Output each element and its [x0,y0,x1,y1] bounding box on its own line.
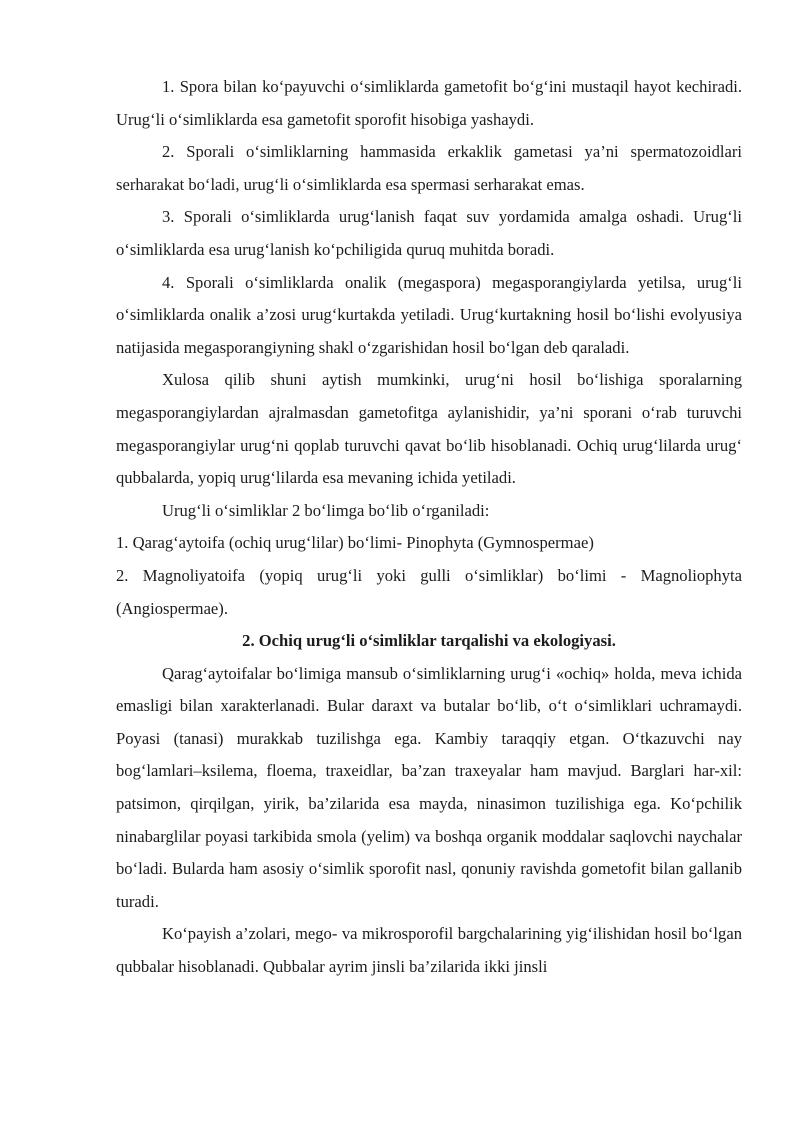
paragraph-point-1: 1. Spora bilan ko‘payuvchi o‘simliklarda gametofit bo‘g‘ini mustaqil hayot kechiradi. Urug‘li o‘simliklarda esa gametofit sporofit hisobiga yashaydi. [116,77,742,129]
paragraph-point-3: 3. Sporali o‘simliklarda urug‘lanish faqat suv yordamida amalga oshadi. Urug‘li o‘simliklarda esa urug‘lanish ko‘pchiligida quruq muhitda boradi. [116,207,742,259]
list-item-magnoliophyta: 2. Magnoliyatoifa (yopiq urug‘li yoki gulli o‘simliklar) bo‘limi - Magnoliophyta (Angiospermae). [116,565,742,618]
paragraph-gymnosperm-features: Qarag‘aytoifalar bo‘limiga mansub o‘simliklarning urug‘i «ochiq» holda, meva ichida emasligi bilan xarakterlanadi. Bular daraxt va butalar bo‘lib, o‘t o‘simliklari uchramaydi. Poyasi (tanasi) murakkab tuzilishga ega. Kambiy taraqqiy etgan. O‘tkazuvchi nay bog‘lamlari–ksilema, floema, traxeidlar, ba’zan traxeyalar ham mavjud. Barglari har-xil: patsimon, qirqilgan, yirik, ba’zilarida esa mayda, ninasimon tuzilishiga ega. Ko‘pchilik ninabarglilar poyasi tarkibida smola (yelim) va boshqa organik moddalar saqlovchi naychalar bo‘ladi. Bularda ham asosiy o‘simlik sporofit nasl, qonuniy ravishda gometofit bilan gallanib turadi. [116,663,742,911]
paragraph-divisions-intro: Urug‘li o‘simliklar 2 bo‘limga bo‘lib o‘rganiladi: [162,500,490,520]
paragraph-conclusion: Xulosa qilib shuni aytish mumkinki, urug‘ni hosil bo‘lishiga sporalarning megasporangiylardan ajralmasdan gametofitga aylanishidir, ya’ni sporani o‘rab turuvchi megasporangiylar urug‘ni qoplab turuvchi qavat bo‘lib hisoblanadi. Ochiq urug‘lilarda urug‘ qubbalarda, yopiq urug‘lilarda esa mevaning ichida yetiladi. [116,370,742,488]
paragraph-point-2: 2. Sporali o‘simliklarning hammasida erkaklik gametasi ya’ni spermatozoidlari serharakat bo‘ladi, urug‘li o‘simliklarda esa spermasi serharakat emas. [116,142,742,194]
list-item-pinophyta: 1. Qarag‘aytoifa (ochiq urug‘lilar) bo‘limi- Pinophyta (Gymnospermae) [116,533,594,553]
paragraph-reproduction: Ko‘payish a’zolari, mego- va mikrosporofil bargchalarining yig‘ilishidan hosil bo‘lgan qubbalar hisoblanadi. Qubbalar ayrim jinsli ba’zilarida ikki jinsli [116,924,742,977]
paragraph-point-4: 4. Sporali o‘simliklarda onalik (megaspora) megasporangiylarda yetilsa, urug‘li o‘simliklarda onalik a’zosi urug‘kurtakda yetiladi. Urug‘kurtakning hosil bo‘lishi evolyusiya natijasida megasporangiyning shakl o‘zgarishidan hosil bo‘lgan deb qaraladi. [116,272,742,357]
section-heading: 2. Ochiq urug‘li o‘simliklar tarqalishi va ekologiyasi. [242,631,616,651]
document-page [116,71,742,984]
